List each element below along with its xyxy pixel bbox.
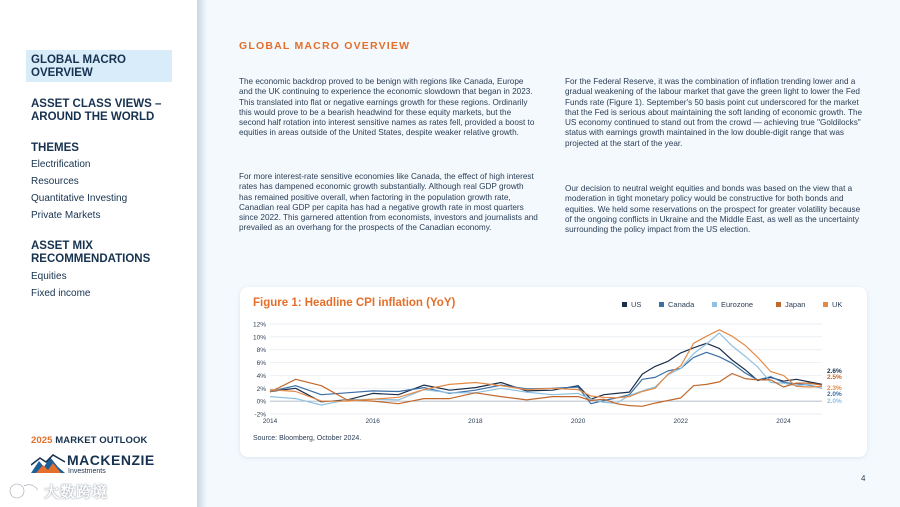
x-tick-label: 2024	[776, 418, 791, 425]
legend-swatch-canada	[659, 302, 664, 307]
nav-item-equities[interactable]: Equities	[31, 271, 67, 282]
nav-themes[interactable]: THEMES	[31, 142, 79, 154]
chart-source: Source: Bloomberg, October 2024.	[253, 435, 362, 442]
y-tick-label: 8%	[256, 347, 266, 355]
nav-global-macro-overview[interactable]: GLOBAL MACRO OVERVIEW	[31, 54, 126, 79]
x-tick-label: 2018	[468, 418, 483, 425]
end-label-eurozone: 2.0%	[827, 398, 842, 405]
watermark-logo-icon	[8, 480, 40, 502]
chart-legend	[622, 300, 862, 312]
y-tick-label: 4%	[256, 372, 266, 380]
nav-asset-mix-recommendations[interactable]: ASSET MIX RECOMMENDATIONS	[31, 240, 151, 265]
nav-item-quantitative-investing[interactable]: Quantitative Investing	[31, 193, 128, 204]
y-tick-label: 10%	[252, 334, 266, 342]
report-title	[31, 435, 147, 446]
x-tick-label: 2016	[365, 418, 380, 425]
y-tick-label: 6%	[256, 360, 266, 368]
cpi-line-chart	[240, 318, 850, 428]
legend-item-eurozone[interactable]	[712, 300, 753, 309]
legend-item-uk[interactable]	[823, 300, 842, 309]
section-title: GLOBAL MACRO OVERVIEW	[239, 40, 411, 52]
legend-swatch-eurozone	[712, 302, 717, 307]
end-label-canada: 2.0%	[827, 391, 842, 398]
legend-label-us: US	[631, 300, 642, 309]
nav-item-private-markets[interactable]: Private Markets	[31, 210, 101, 221]
legend-label-japan: Japan	[785, 300, 806, 309]
report-year: 2025	[31, 435, 53, 446]
x-tick-label: 2014	[262, 418, 278, 425]
y-tick-label: -2%	[254, 411, 266, 419]
legend-swatch-uk	[823, 302, 828, 307]
x-tick-label: 2020	[570, 418, 586, 425]
legend-label-canada: Canada	[668, 300, 695, 309]
legend-item-us[interactable]	[622, 300, 641, 309]
legend-item-japan[interactable]	[776, 300, 805, 309]
y-tick-label: 0%	[256, 398, 266, 406]
legend-label-uk: UK	[832, 300, 843, 309]
nav-item-electrification[interactable]: Electrification	[31, 159, 91, 170]
end-label-uk: 2.3%	[827, 385, 842, 392]
mountain-logo-icon	[31, 453, 65, 475]
end-label-us: 2.6%	[827, 368, 842, 375]
y-tick-label: 12%	[252, 321, 266, 329]
legend-swatch-us	[622, 302, 627, 307]
nav-item-fixed-income[interactable]: Fixed income	[31, 288, 91, 299]
nav-asset-class-views[interactable]: ASSET CLASS VIEWS – AROUND THE WORLD	[31, 98, 162, 123]
paragraph-3: For the Federal Reserve, it was the combination of inflation trending lower and a gradual weakening of the labour market that gave the green light to lower the Fed Funds rate (Figure 1). September's 50 basis point cut underscored for the market that the Fed is serious about maintaining the soft landing of economic growth. The US economy continued to stand out from the crowd — achieving true "Goldilocks" status with earnings growth maintained in the low double-digit range that was projected at the start of the year.	[565, 77, 863, 148]
series-line-canada	[270, 352, 822, 403]
sidebar	[0, 0, 197, 507]
paragraph-2: For more interest-rate sensitive economies like Canada, the effect of high interest rates has dampened economic growth substantially. Although real GDP growth has remained positive overall, when factoring in the population growth rate, Canadian real GDP per capita has had a negative growth rate in most quarters since 2022. This garnered attention from economists, investors and journalists and prevailed as an overhang for the prospects of the Canadian economy.	[239, 172, 538, 233]
chart-title: Figure 1: Headline CPI inflation (YoY)	[253, 297, 456, 309]
paragraph-1: The economic backdrop proved to be benign with regions like Canada, Europe and the UK continuing to experience the economic slowdown that began in 2023. This translated into flat or negative earnings growth for these regions. Ordinarily this would prove to be a bearish headwind for these equity markets, but the second half rotation into interest sensitive names as rates fell, provided a boost to equities in areas outside of the United States, despite weaker relative growth.	[239, 77, 535, 138]
page-number: 4	[861, 474, 866, 483]
brand-name: MACKENZIE	[67, 452, 155, 468]
y-tick-label: 2%	[256, 385, 266, 393]
report-label: MARKET OUTLOOK	[55, 435, 148, 446]
legend-item-canada[interactable]	[659, 300, 694, 309]
legend-label-eurozone: Eurozone	[721, 300, 754, 309]
x-tick-label: 2022	[673, 418, 689, 425]
watermark-text: 大数跨境	[44, 484, 109, 501]
watermark	[8, 478, 128, 504]
brand-logo	[31, 451, 181, 479]
nav-item-resources[interactable]: Resources	[31, 176, 79, 187]
legend-swatch-japan	[776, 302, 781, 307]
sidebar-shadow	[197, 0, 207, 507]
paragraph-4: Our decision to neutral weight equities and bonds was based on the view that a moderation in tight monetary policy would be constructive for both bonds and equities. We held some reservations on the prospect for greater volatility because of the ongoing conflicts in Ukraine and the Middle East, as well as the uncertainty surrounding the policy impact from the US election.	[565, 184, 861, 235]
brand-sub: Investments	[68, 468, 106, 475]
end-label-japan: 2.5%	[827, 374, 842, 381]
